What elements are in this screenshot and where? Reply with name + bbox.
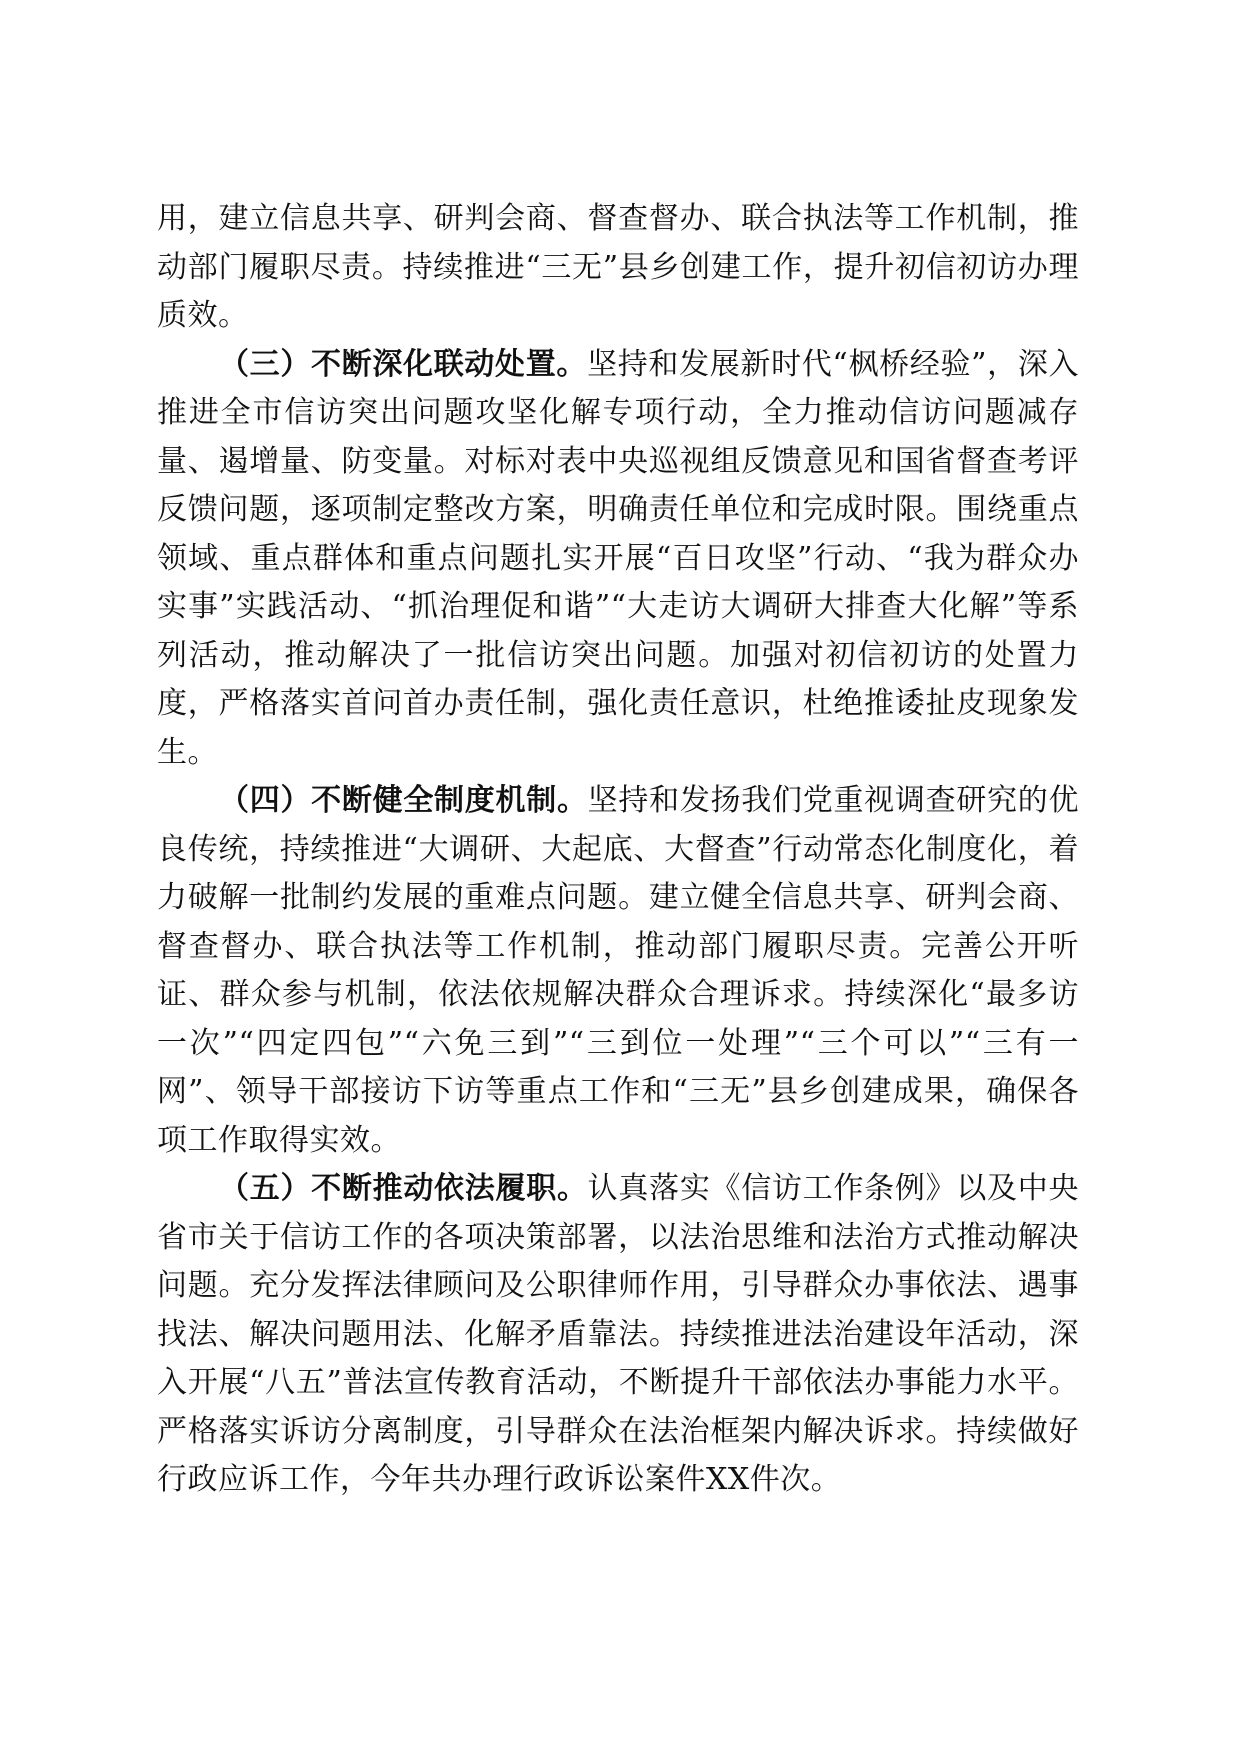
paragraph-body: 用，建立信息共享、研判会商、督查督办、联合执法等工作机制，推动部门履职尽责。持续推进“三无”县乡创建工作，提升初信初访办理质效。 — [157, 201, 1079, 333]
document-page — [157, 195, 1079, 1505]
section-heading: （四）不断健全制度机制。 — [219, 783, 588, 818]
paragraph-section-4 — [157, 777, 1079, 1165]
paragraph-section-5 — [157, 1165, 1079, 1505]
paragraph-continuation — [157, 195, 1079, 341]
paragraph-body: 认真落实《信访工作条例》以及中央省市关于信访工作的各项决策部署，以法治思维和法治方式推动解决问题。充分发挥法律顾问及公职律师作用，引导群众办事依法、遇事找法、解决问题用法、化解矛盾靠法。持续推进法治建设年活动，深入开展“八五”普法宣传教育活动，不断提升干部依法办事能力水平。严格落实诉访分离制度，引导群众在法治框架内解决诉求。持续做好行政应诉工作，今年共办理行政诉讼案件XX件次。 — [157, 1171, 1080, 1497]
section-heading: （五）不断推动依法履职。 — [219, 1171, 588, 1206]
paragraph-body: 坚持和发展新时代“枫桥经验”，深入推进全市信访突出问题攻坚化解专项行动，全力推动信访问题减存量、遏增量、防变量。对标对表中央巡视组反馈意见和国省督查考评反馈问题，逐项制定整改方案，明确责任单位和完成时限。围绕重点领域、重点群体和重点问题扎实开展“百日攻坚”行动、“我为群众办实事”实践活动、“抓治理促和谐”“大走访大调研大排查大化解”等系列活动，推动解决了一批信访突出问题。加强对初信初访的处置力度，严格落实首问首办责任制，强化责任意识，杜绝推诿扯皮现象发生。 — [157, 346, 1079, 770]
paragraph-section-3 — [157, 341, 1079, 778]
section-heading: （三）不断深化联动处置。 — [219, 346, 588, 382]
paragraph-body: 坚持和发扬我们党重视调查研究的优良传统，持续推进“大调研、大起底、大督查”行动常态化制度化，着力破解一批制约发展的重难点问题。建立健全信息共享、研判会商、督查督办、联合执法等工作机制，推动部门履职尽责。完善公开听证、群众参与机制，依法依规解决群众合理诉求。持续深化“最多访一次”“四定四包”“六免三到”“三到位一处理”“三个可以”“三有一网”、领导干部接访下访等重点工作和“三无”县乡创建成果，确保各项工作取得实效。 — [157, 783, 1080, 1158]
